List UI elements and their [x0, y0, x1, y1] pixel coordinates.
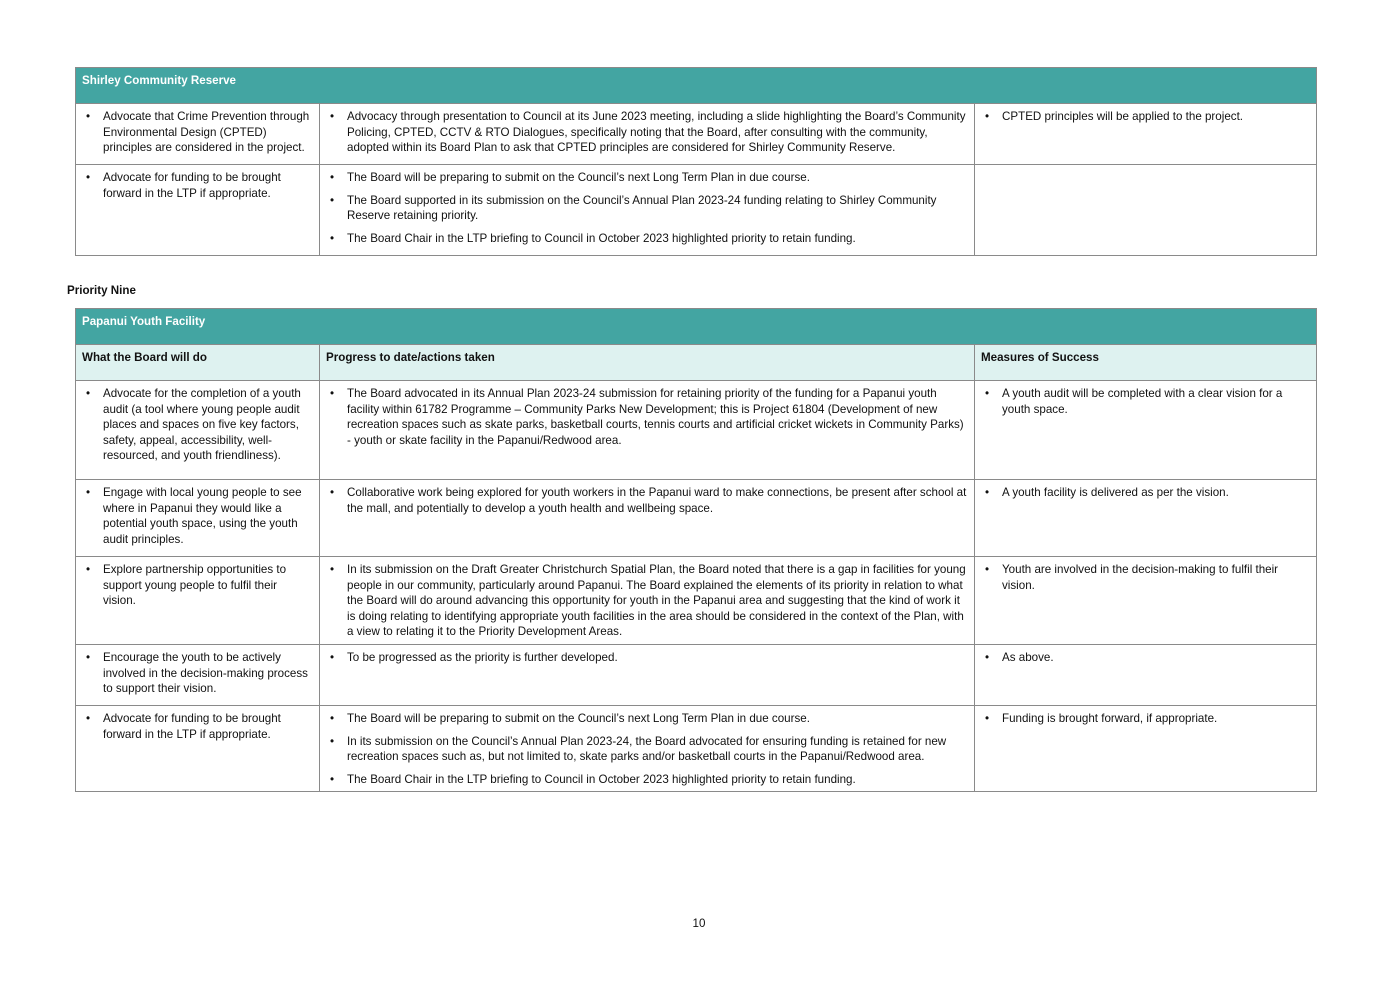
cell-progress	[320, 104, 975, 165]
table-row	[76, 644, 1317, 705]
bullet-item: • A youth facility is delivered as per the vision.	[1002, 485, 1310, 501]
cell-do	[76, 381, 320, 480]
cell-measures	[975, 557, 1317, 645]
bullet-list	[82, 485, 313, 547]
bullet-item: • Advocacy through presentation to Council at its June 2023 meeting, including a slide highlighting the Board’s Community Policing, CPTED, CCTV & RTO Dialogues, specifically noting that the Board, after consulting with the community, adopted within its Board Plan to ask that CPTED principles are considered for Shirley Community Reserve.	[347, 109, 968, 156]
cell-measures	[975, 705, 1317, 791]
cell-progress	[320, 480, 975, 557]
cell-measures	[975, 165, 1317, 256]
table-row	[76, 104, 1317, 165]
cell-do	[76, 644, 320, 705]
bullet-list	[981, 711, 1310, 727]
cell-do	[76, 557, 320, 645]
bullet-item: • The Board Chair in the LTP briefing to Council in October 2023 highlighted priority to retain funding.	[347, 231, 968, 247]
bullet-item: • A youth audit will be completed with a clear vision for a youth space.	[1002, 386, 1310, 417]
bullet-item: • In its submission on the Draft Greater Christchurch Spatial Plan, the Board noted that there is a gap in facilities for young people in our community, particularly around Papanui. The Board explained the elements of its priority in relation to what the Board will do around advancing this opportunity for youth in the Papanui area and suggesting that the kind of work it is doing relating to identifying appropriate youth facilities in the area should be considered in the context of the Plan, with a view to relating it to the Priority Development Areas.	[347, 562, 968, 640]
bullet-list	[82, 650, 313, 697]
table-row	[76, 705, 1317, 791]
cell-progress	[320, 381, 975, 480]
shirley-reserve-table	[75, 67, 1317, 256]
bullet-item: • The Board Chair in the LTP briefing to Council in October 2023 highlighted priority to retain funding.	[347, 772, 968, 788]
cell-do	[76, 165, 320, 256]
bullet-item: • As above.	[1002, 650, 1310, 666]
bullet-list	[326, 386, 968, 448]
bullet-item: • The Board supported in its submission on the Council’s Annual Plan 2023-24 funding relating to Shirley Community Reserve retaining priority.	[347, 193, 968, 224]
bullet-list	[82, 562, 313, 609]
bullet-item: • Advocate for funding to be brought forward in the LTP if appropriate.	[103, 711, 313, 742]
cell-measures	[975, 480, 1317, 557]
bullet-list	[981, 562, 1310, 593]
cell-measures	[975, 644, 1317, 705]
cell-progress	[320, 165, 975, 256]
table-row	[76, 381, 1317, 480]
table-title: Papanui Youth Facility	[76, 309, 1317, 345]
bullet-list	[326, 109, 968, 156]
bullet-list	[82, 711, 313, 742]
bullet-item: • Advocate for funding to be brought forward in the LTP if appropriate.	[103, 170, 313, 201]
bullet-item: • In its submission on the Council’s Annual Plan 2023-24, the Board advocated for ensuring funding is retained for new recreation spaces such as, but not limited to, skate parks and/or basketball courts in the Papanui/Redwood area.	[347, 734, 968, 765]
page-number: 10	[692, 917, 706, 930]
table-row	[76, 165, 1317, 256]
cell-do	[76, 705, 320, 791]
bullet-item: • The Board will be preparing to submit on the Council’s next Long Term Plan in due course.	[347, 711, 968, 727]
bullet-item: • Advocate for the completion of a youth audit (a tool where young people audit places and spaces on five key factors, safety, appeal, accessibility, well-resourced, and youth friendliness).	[103, 386, 313, 464]
bullet-item: • Advocate that Crime Prevention through Environmental Design (CPTED) principles are considered in the project.	[103, 109, 313, 156]
column-header-measures: Measures of Success	[975, 345, 1317, 381]
bullet-list	[82, 386, 313, 464]
bullet-list	[981, 485, 1310, 501]
cell-measures	[975, 381, 1317, 480]
column-header-do: What the Board will do	[76, 345, 320, 381]
bullet-list	[981, 386, 1310, 417]
bullet-list	[326, 650, 968, 666]
table-row	[76, 480, 1317, 557]
bullet-item: • The Board will be preparing to submit on the Council’s next Long Term Plan in due course.	[347, 170, 968, 186]
cell-progress	[320, 705, 975, 791]
papanui-youth-table	[75, 308, 1317, 792]
column-header-progress: Progress to date/actions taken	[320, 345, 975, 381]
bullet-item: • Engage with local young people to see where in Papanui they would like a potential youth space, using the youth audit principles.	[103, 485, 313, 547]
bullet-item: • Funding is brought forward, if appropriate.	[1002, 711, 1310, 727]
cell-measures	[975, 104, 1317, 165]
cell-progress	[320, 644, 975, 705]
bullet-item: • Explore partnership opportunities to support young people to fulfil their vision.	[103, 562, 313, 609]
bullet-item: • To be progressed as the priority is further developed.	[347, 650, 968, 666]
bullet-list	[326, 170, 968, 246]
bullet-list	[326, 485, 968, 516]
cell-progress	[320, 557, 975, 645]
bullet-item: • The Board advocated in its Annual Plan 2023-24 submission for retaining priority of the funding for a Papanui youth facility within 61782 Programme – Community Parks New Development; this is Project 61804 (Development of new recreation spaces such as skate parks, basketball courts, tennis courts and artificial cricket wickets in Community Parks) - youth or skate facility in the Papanui/Redwood area.	[347, 386, 968, 448]
bullet-item: • Collaborative work being explored for youth workers in the Papanui ward to make connections, be present after school at the mall, and potentially to develop a youth health and wellbeing space.	[347, 485, 968, 516]
bullet-item: • CPTED principles will be applied to the project.	[1002, 109, 1310, 125]
bullet-list	[326, 562, 968, 640]
bullet-list	[326, 711, 968, 787]
table-row	[76, 557, 1317, 645]
bullet-list	[82, 170, 313, 201]
bullet-item: • Encourage the youth to be actively involved in the decision-making process to support their vision.	[103, 650, 313, 697]
bullet-list	[981, 650, 1310, 666]
priority-heading: Priority Nine	[67, 284, 136, 297]
bullet-list	[981, 109, 1310, 125]
cell-do	[76, 480, 320, 557]
table-title: Shirley Community Reserve	[76, 68, 1317, 104]
cell-do	[76, 104, 320, 165]
bullet-item: • Youth are involved in the decision-making to fulfil their vision.	[1002, 562, 1310, 593]
bullet-list	[82, 109, 313, 156]
